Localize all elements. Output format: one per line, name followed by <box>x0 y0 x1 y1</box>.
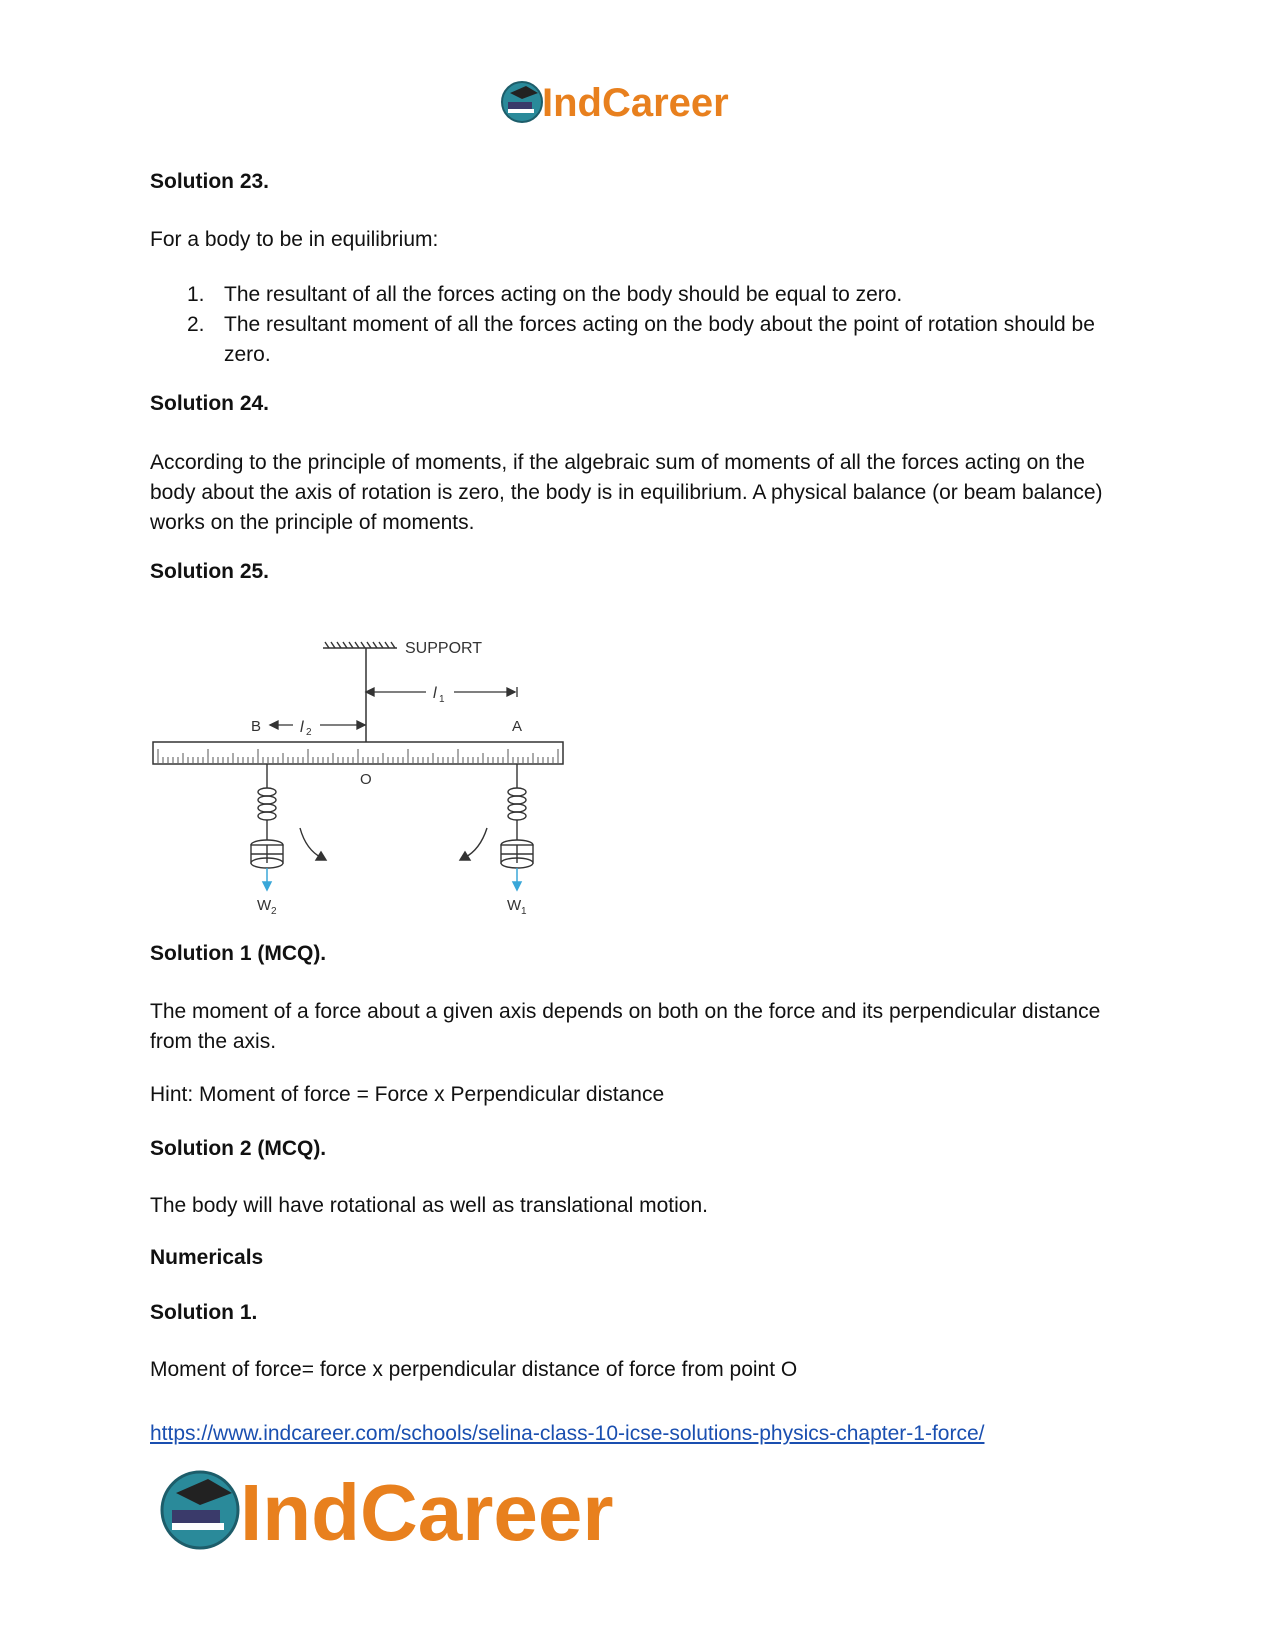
source-link[interactable]: https://www.indcareer.com/schools/selina-class-10-icse-solutions-physics-chapter-1-force/ <box>150 1422 985 1445</box>
left-spring <box>258 764 276 840</box>
header-logo <box>500 78 780 128</box>
numericals-heading: Numericals <box>150 1246 264 1269</box>
mcq-1-heading: Solution 1 (MCQ). <box>150 942 327 965</box>
numerical-1-heading: Solution 1. <box>150 1301 258 1324</box>
w1-label: W <box>507 897 522 914</box>
w1-arrow <box>513 868 521 890</box>
point-b-label: B <box>251 718 262 735</box>
w2-subscript: 2 <box>271 906 277 917</box>
support-label: SUPPORT <box>405 640 483 657</box>
point-a-label: A <box>512 718 523 735</box>
brand-wordmark: IndCareer <box>240 1468 614 1555</box>
numerical-1-text: Moment of force= force x perpendicular distance of force from point O <box>150 1358 798 1381</box>
clockwise-arrow <box>300 828 326 860</box>
right-weight <box>501 840 533 868</box>
w2-label: W <box>257 897 272 914</box>
point-o-label: O <box>360 771 372 788</box>
anticlockwise-arrow <box>460 828 487 860</box>
footer-logo <box>160 1465 720 1555</box>
equilibrium-conditions-list <box>150 280 1125 370</box>
w1-subscript: 1 <box>521 906 527 917</box>
solution-24-text: According to the principle of moments, if the algebraic sum of moments of all the forces acting on the body about the axis of rotation is zero, the body is in equilibrium. A physical balance (or beam balance) works on the principle of moments. <box>150 451 1103 534</box>
mcq-1-hint: Hint: Moment of force = Force x Perpendicular distance <box>150 1083 665 1106</box>
right-spring <box>508 764 526 840</box>
l2-label: l <box>300 719 304 736</box>
beam-balance-diagram <box>150 640 580 920</box>
globe-book-icon <box>162 1472 238 1548</box>
w2-arrow <box>263 868 271 890</box>
l2-dimension <box>270 721 366 729</box>
solution-24-heading: Solution 24. <box>150 392 270 415</box>
globe-book-icon <box>502 82 542 122</box>
brand-wordmark: IndCareer <box>542 81 729 125</box>
left-weight <box>251 840 283 868</box>
mcq-1-text: The moment of a force about a given axis depends on both on the force and its perpendicular distance from the axis. <box>150 1000 1101 1053</box>
l1-label: l <box>433 685 437 702</box>
support-hatch <box>323 642 397 648</box>
solution-23-intro: For a body to be in equilibrium: <box>150 228 439 251</box>
mcq-2-heading: Solution 2 (MCQ). <box>150 1137 327 1160</box>
solution-23-heading: Solution 23. <box>150 170 270 193</box>
l2-subscript: 2 <box>306 727 312 738</box>
mcq-2-text: The body will have rotational as well as translational motion. <box>150 1194 708 1217</box>
l1-subscript: 1 <box>439 694 445 705</box>
solution-25-heading: Solution 25. <box>150 560 270 583</box>
list-item: 1. The resultant of all the forces acting on the body should be equal to zero. <box>187 283 903 306</box>
list-item: 2. The resultant moment of all the forces acting on the body about the point of rotation should be zero. <box>187 313 1095 366</box>
